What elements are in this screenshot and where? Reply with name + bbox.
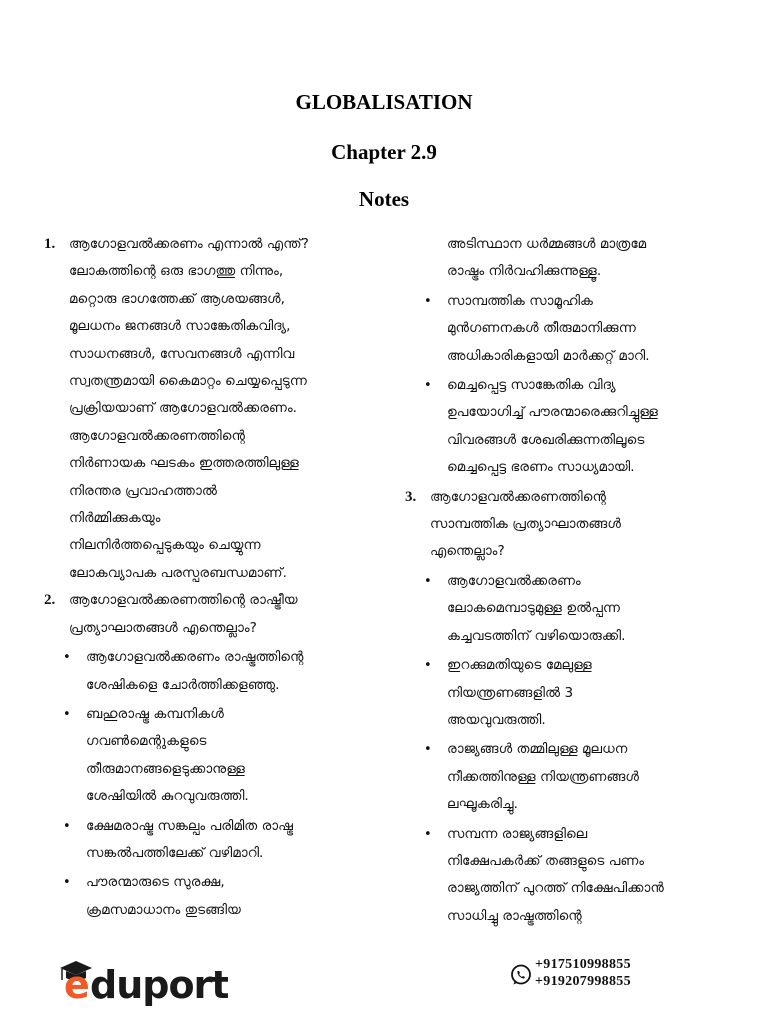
bullet-line: അയവുവരുത്തി. [447,711,546,728]
page-title: GLOBALISATION [295,90,473,114]
question-3 [405,484,735,566]
question-number: 1. [44,236,56,252]
list-item [405,568,735,650]
list-item [405,821,735,931]
bullet-line: • ആഗോളവൽക്കരണം [447,572,581,589]
question-text: ആഗോളവൽക്കരണത്തിന്റെ രാഷ്ട്രീയ [69,592,298,609]
bullet-line: രാജ്യത്തിന് പുറത്ത് നിക്ഷേപിക്കാൻ [447,880,664,897]
answer-line: ആഗോളവൽക്കരണത്തിന്റെ [69,427,245,444]
question-text: പ്രത്യാഘാതങ്ങൾ എന്തെല്ലാം? [69,619,257,636]
bullet-line: നിക്ഷേപകർക്ക് തങ്ങളുടെ പണം [447,852,645,869]
bullet-line: • ഇറക്കുമതിയുടെ മേലുള്ള [447,657,592,674]
question-number: 3. [405,488,417,505]
bullet-line: • മെച്ചപ്പെട്ട സാങ്കേതിക വിദ്യ [447,377,616,394]
bullet-line: • രാജ്യങ്ങൾ തമ്മിലുള്ള മൂലധന [447,741,628,758]
answer-line: നിർമ്മിക്കുകയും [69,510,161,527]
bullet-line: • ആഗോളവൽക്കരണം രാഷ്ട്രത്തിന്റെ [86,649,304,666]
svg-text:duport: duport [90,963,228,1007]
answer-line: ലോകവ്യാപക പരസ്പരബന്ധമാണ്. [69,564,287,581]
bullet-line: അധികാരികളായി മാർക്കറ്റ് മാറി. [447,347,650,364]
bullet-line: വിവരങ്ങൾ ശേഖരിക്കുന്നതിലൂടെ [447,431,645,448]
question-text: സാമ്പത്തിക പ്രത്യാഘാതങ്ങൾ [430,516,622,533]
list-item [44,644,374,699]
question-2 [44,587,374,642]
question-1 [44,231,374,587]
chapter-heading: Chapter 2.9 [331,140,437,164]
bullet-line: ലോകമെമ്പാടുമുള്ള ഉൽപ്പന്ന [447,600,621,617]
bullet-list [405,568,735,930]
bullet-line: ഗവൺമെന്റുകളുടെ [86,733,207,750]
question-text: ആഗോളവൽക്കരണത്തിന്റെ [430,488,606,505]
list-item [405,736,735,818]
bullet-line: സങ്കൽപത്തിലേക്ക് വഴിമാറി. [86,844,264,861]
bullet-line: • സാമ്പത്തിക സാമൂഹിക [447,292,594,309]
list-item [44,869,374,924]
bullet-line: ശേഷിയിൽ കുറവുവരുത്തി. [86,788,249,805]
answer-line: നിരന്തര പ്രവാഹത്താൽ [69,482,217,499]
bullet-line: തീരുമാനങ്ങളെടുക്കാനുള്ള [86,760,245,777]
answer-line: ലോകത്തിന്റെ ഒരു ഭാഗത്തു നിന്നും, [69,263,284,280]
bullet-line: ശേഷികളെ ചോർത്തിക്കളഞ്ഞു. [86,676,280,693]
phone-number[interactable]: +917510998855 [535,957,631,972]
bullet-line: • ക്ഷേമരാഷ്ട്ര സങ്കല്പം പരിമിത രാഷ്ട്ര [86,817,294,834]
bullet-line: രാഷ്ട്രം നിർവഹിക്കുന്നുള്ളൂ. [447,263,602,280]
answer-line: പ്രക്രിയയാണ് ആഗോളവൽക്കരണം. [69,400,297,417]
continued-text [405,231,735,286]
bullet-line: ലഘൂകരിച്ചു. [447,796,518,813]
whatsapp-icon [509,963,533,987]
question-number: 2. [44,592,56,609]
bullet-line: ഉപയോഗിച്ച് പൗരന്മാരെക്കുറിച്ചുള്ള [447,404,659,421]
bullet-line: • ബഹുരാഷ്ട്ര കമ്പനികൾ [86,705,224,722]
bullet-line: മുൻഗണനകൾ തീരുമാനിക്കുന്ന [447,320,636,337]
right-column [405,231,735,932]
notes-heading: Notes [358,187,410,211]
list-item [405,288,735,370]
question-text: ആഗോളവൽക്കരണം എന്നാൽ എന്ത്? [69,236,309,252]
svg-text:e: e [64,963,90,1007]
list-item [44,813,374,868]
bullet-list [405,288,735,482]
left-column [44,231,374,926]
bullet-line: നിയന്ത്രണങ്ങളിൽ 3 [447,684,574,701]
answer-line: നിർണായക ഘടകം ഇത്തരത്തിലുള്ള [69,455,299,472]
list-item [405,652,735,734]
bullet-line: നീക്കത്തിനുള്ള നിയന്ത്രണങ്ങൾ [447,768,640,785]
bullet-line: സാധിച്ചു രാഷ്ട്രത്തിന്റെ [447,907,582,924]
bullet-line: അടിസ്ഥാന ധർമ്മങ്ങൾ മാത്രമേ [447,236,647,252]
eduport-logo [58,958,228,1008]
bullet-list [44,644,374,924]
phone-number[interactable]: +919207998855 [535,974,631,989]
answer-line: സ്വതന്ത്രമായി കൈമാറ്റം ചെയ്യപ്പെടുന്ന [69,373,307,390]
bullet-line: • പൗരന്മാരുടെ സുരക്ഷ, [86,874,225,891]
answer-line: നിലനിർത്തപ്പെടുകയും ചെയ്യുന്ന [69,537,261,554]
bullet-line: • സമ്പന്ന രാജ്യങ്ങളിലെ [447,825,588,842]
list-item [44,701,374,811]
list-item [405,372,735,482]
question-text: എന്തെല്ലാം? [430,543,505,560]
answer-line: മൂലധനം ജനങ്ങൾ സാങ്കേതികവിദ്യ, [69,318,291,335]
bullet-line: ക്രമസമാധാനം തുടങ്ങിയ [86,901,241,918]
bullet-line: കച്ചവടത്തിന് വഴിയൊരുക്കി. [447,627,626,644]
answer-line: മറ്റൊരു ഭാഗത്തേക്ക് ആശയങ്ങൾ, [69,290,285,307]
answer-line: സാധനങ്ങൾ, സേവനങ്ങൾ എന്നിവ [69,345,295,362]
bullet-line: മെച്ചപ്പെട്ട ഭരണം സാധ്യമായി. [447,459,635,476]
